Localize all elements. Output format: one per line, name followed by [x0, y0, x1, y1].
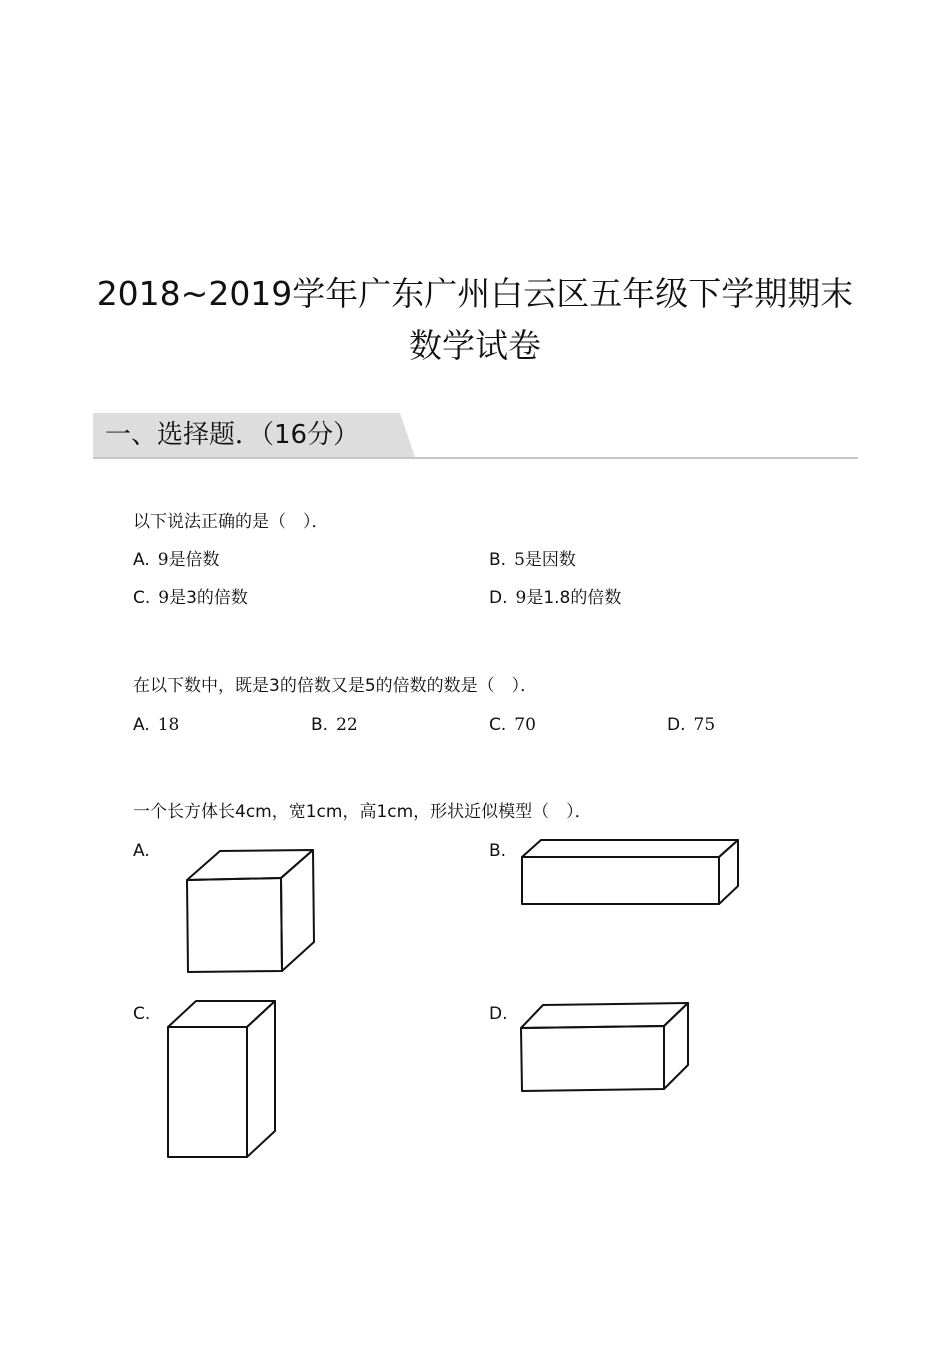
option-text: 是1.8的倍数 [526, 588, 622, 608]
option-number: 9 [515, 588, 527, 608]
question-2-stem: 在以下数中，既是3的倍数又是5的倍数的数是（ ）． [133, 676, 538, 696]
option-label: D. [667, 715, 686, 735]
option-label: A. [133, 550, 150, 570]
option-label: D. [489, 1004, 508, 1024]
option-text: 是3的倍数 [169, 588, 248, 608]
option-number: 22 [336, 715, 358, 735]
exam-title-line1: 2018~2019学年广东广州白云区五年级下学期期末 [96, 274, 854, 313]
option-label: A. [133, 841, 150, 861]
option-label: C. [133, 1004, 151, 1024]
question-1-stem: 以下说法正确的是（ ）． [133, 512, 329, 532]
option-label: A. [133, 715, 150, 735]
option-text: 是倍数 [168, 550, 220, 570]
option-label: B. [489, 841, 507, 861]
option-number: 5 [514, 550, 525, 570]
option-label: C. [489, 715, 507, 735]
option-number: 9 [157, 550, 169, 570]
option-number: 18 [157, 715, 180, 735]
option-label: C. [133, 588, 151, 608]
section-heading: 一、选择题．（16分） [105, 420, 360, 450]
option-label: B. [489, 550, 507, 570]
option-number: 75 [693, 715, 716, 735]
option-label: D. [489, 588, 508, 608]
question-3-stem: 一个长方体长4cm，宽1cm，高1cm，形状近似模型（ ）． [133, 802, 592, 822]
exam-title-line2: 数学试卷 [409, 326, 541, 365]
option-number: 70 [514, 715, 536, 735]
option-label: B. [311, 715, 329, 735]
option-number: 9 [158, 588, 170, 608]
option-text: 是因数 [524, 550, 576, 570]
